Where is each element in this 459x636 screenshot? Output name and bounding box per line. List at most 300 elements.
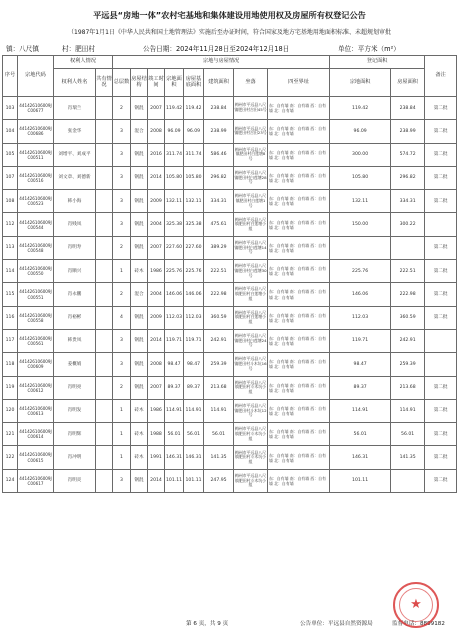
cell-co-owner	[96, 213, 113, 236]
cell-build-area: 56.01	[204, 423, 234, 446]
cell-boundary: 东：自有墙 南：自有墙 西：自有墙 北：自有墙	[268, 213, 330, 236]
cell-name: 刘增平、刘成平	[54, 143, 96, 166]
table-row	[3, 236, 457, 259]
cell-build-area: 360.59	[204, 306, 234, 329]
header-structure: 房屋结构	[131, 69, 148, 97]
cell-floors: 3	[113, 120, 131, 143]
table-row	[3, 423, 457, 446]
cell-reg-house: 296.82	[391, 166, 425, 189]
cell-remark: 第二批	[425, 190, 457, 213]
cell-code: 441426106009JC00550	[18, 260, 54, 283]
cell-land-area: 225.76	[165, 260, 184, 283]
cell-remark: 第二批	[425, 97, 457, 120]
cell-remark	[425, 329, 457, 352]
header-co-owner: 共有情况	[96, 69, 113, 97]
header-code: 宗地代码	[18, 56, 54, 97]
cell-location: 梅州市平远县八尺镇肥田村白莲塘30号	[234, 260, 268, 283]
table-row	[3, 190, 457, 213]
cell-floors: 3	[113, 329, 131, 352]
header-reg-land: 宗地面积	[330, 69, 391, 97]
cell-co-owner	[96, 260, 113, 283]
village-label: 村：肥田村	[62, 45, 95, 53]
cell-remark: 第二批	[425, 236, 457, 259]
cell-base-area: 105.80	[184, 166, 204, 189]
cell-seq: 115	[3, 283, 18, 306]
cell-build-area: 222.98	[204, 283, 234, 306]
cell-seq: 122	[3, 446, 18, 469]
cell-land-area: 119.71	[165, 329, 184, 352]
cell-base-area: 114.91	[184, 399, 204, 422]
cell-build-area: 213.68	[204, 376, 234, 399]
cell-remark: 第二批	[425, 446, 457, 469]
cell-reg-land: 119.71	[330, 329, 391, 352]
cell-boundary: 东：自有墙 南：自有墙 西：自有墙 北：自有墙	[268, 306, 330, 329]
table-row	[3, 469, 457, 492]
cell-base-area: 119.71	[184, 329, 204, 352]
cell-reg-house: 242.91	[391, 329, 425, 352]
cell-base-area: 227.60	[184, 236, 204, 259]
cell-location: 梅州市平远县八尺镇肥田村斗木坑12号	[234, 399, 268, 422]
cell-base-area: 146.06	[184, 283, 204, 306]
cell-seq: 107	[3, 166, 18, 189]
cell-floors: 4	[113, 306, 131, 329]
cell-structure: 钢混	[131, 376, 148, 399]
header-reg-house: 房屋面积	[391, 69, 425, 97]
table-row	[3, 376, 457, 399]
cell-base-area: 311.74	[184, 143, 204, 166]
cell-co-owner	[96, 329, 113, 352]
cell-remark: 第二批	[425, 260, 457, 283]
cell-location: 梅州市平远县八尺镇肥田村吉田45号	[234, 97, 268, 120]
cell-year: 2014	[148, 469, 165, 492]
cell-reg-land: 89.37	[330, 376, 391, 399]
cell-reg-house	[391, 236, 425, 259]
cell-build-area: 586.46	[204, 143, 234, 166]
cell-structure: 钢混	[131, 143, 148, 166]
cell-reg-land: 112.03	[330, 306, 391, 329]
cell-floors: 1	[113, 399, 131, 422]
cell-co-owner	[96, 190, 113, 213]
cell-remark: 第二批	[425, 469, 457, 492]
cell-seq: 118	[3, 353, 18, 376]
cell-remark	[425, 213, 457, 236]
cell-name: 肖裕彬	[54, 306, 96, 329]
cell-year: 2014	[148, 166, 165, 189]
cell-location: 梅州市平远县八尺镇肥田村白莲塘小组	[234, 213, 268, 236]
header-seq: 序号	[3, 56, 18, 97]
cell-location: 梅州市平远县八尺镇肥田村白莲塘8号	[234, 143, 268, 166]
cell-reg-house: 141.35	[391, 446, 425, 469]
cell-reg-house: 300.22	[391, 213, 425, 236]
cell-year: 2007	[148, 97, 165, 120]
cell-location: 梅州市平远县八尺镇肥田村斗木坑小组	[234, 376, 268, 399]
header-land-area: 宗地面积	[165, 69, 184, 97]
header-base-area: 房屋基底面积	[184, 69, 204, 97]
cell-land-area: 146.31	[165, 446, 184, 469]
cell-co-owner	[96, 423, 113, 446]
cell-land-area: 89.37	[165, 376, 184, 399]
cell-reg-land: 101.11	[330, 469, 391, 492]
cell-structure: 砖木	[131, 260, 148, 283]
cell-code: 441426106009JC00677	[18, 97, 54, 120]
cell-code: 441426106009JC00558	[18, 306, 54, 329]
table-row	[3, 283, 457, 306]
cell-structure: 钢混	[131, 97, 148, 120]
cell-seq: 108	[3, 190, 18, 213]
cell-reg-land: 96.09	[330, 120, 391, 143]
cell-year: 2007	[148, 376, 165, 399]
cell-reg-land: 56.01	[330, 423, 391, 446]
cell-name: 肖明辉	[54, 423, 96, 446]
cell-code: 441426106009JC00511	[18, 143, 54, 166]
cell-base-area: 56.01	[184, 423, 204, 446]
cell-name: 肖冲明	[54, 446, 96, 469]
cell-build-area: 475.61	[204, 213, 234, 236]
cell-build-area: 259.39	[204, 353, 234, 376]
cell-structure: 钢混	[131, 166, 148, 189]
cell-floors: 3	[113, 190, 131, 213]
cell-land-area: 311.74	[165, 143, 184, 166]
cell-co-owner	[96, 446, 113, 469]
cell-boundary: 东：自有墙 南：自有墙 西：自有墙 北：自有墙	[268, 399, 330, 422]
cell-co-owner	[96, 97, 113, 120]
cell-name: 肖永鹏	[54, 283, 96, 306]
cell-reg-house: 360.59	[391, 306, 425, 329]
table-row	[3, 213, 457, 236]
cell-co-owner	[96, 399, 113, 422]
cell-code: 441426106009JC00523	[18, 190, 54, 213]
cell-base-area: 119.42	[184, 97, 204, 120]
cell-reg-land: 300.00	[330, 143, 391, 166]
cell-seq: 121	[3, 423, 18, 446]
cell-name: 肖明发	[54, 399, 96, 422]
cell-co-owner	[96, 166, 113, 189]
cell-boundary: 东：自有墙 南：自有墙 西：自有墙 北：自有墙	[268, 329, 330, 352]
page-number: 第 6 页，共 9 页	[186, 621, 229, 627]
official-seal	[393, 582, 439, 628]
cell-reg-land: 105.80	[330, 166, 391, 189]
cell-land-area: 325.38	[165, 213, 184, 236]
cell-code: 441426106009JC00617	[18, 469, 54, 492]
cell-land-area: 112.03	[165, 306, 184, 329]
table-row	[3, 120, 457, 143]
cell-name: 肖明寿	[54, 236, 96, 259]
cell-structure: 混合	[131, 120, 148, 143]
cell-name: 韩小海	[54, 190, 96, 213]
cell-base-area: 112.03	[184, 306, 204, 329]
cell-land-area: 101.11	[165, 469, 184, 492]
cell-base-area: 96.09	[184, 120, 204, 143]
cell-name: 肖顺兴	[54, 260, 96, 283]
cell-year: 1986	[148, 399, 165, 422]
cell-build-area: 141.35	[204, 446, 234, 469]
table-row	[3, 306, 457, 329]
table-row	[3, 329, 457, 352]
cell-structure: 混合	[131, 283, 148, 306]
cell-structure: 钢混	[131, 353, 148, 376]
cell-build-area: 334.31	[204, 190, 234, 213]
cell-reg-land: 119.42	[330, 97, 391, 120]
cell-name: 姜概娟	[54, 353, 96, 376]
cell-location: 梅州市平远县八尺镇肥田村白莲塘24号	[234, 329, 268, 352]
cell-floors: 2	[113, 376, 131, 399]
cell-location: 梅州市平远县八尺镇肥田村吉田23号	[234, 120, 268, 143]
cell-year: 1986	[148, 260, 165, 283]
cell-year: 2008	[148, 353, 165, 376]
cell-boundary: 东：自有墙 南：自有墙 西：自有墙 北：自有墙	[268, 120, 330, 143]
cell-structure: 砖木	[131, 399, 148, 422]
header-land-house: 宗地与房屋情况	[113, 56, 330, 69]
cell-structure: 钢混	[131, 236, 148, 259]
cell-reg-house: 213.68	[391, 376, 425, 399]
cell-land-area: 132.11	[165, 190, 184, 213]
cell-location: 梅州市平远县八尺镇肥田村白莲塘14号	[234, 236, 268, 259]
cell-remark: 第二批	[425, 143, 457, 166]
cell-co-owner	[96, 236, 113, 259]
cell-remark: 第二批	[425, 120, 457, 143]
cell-build-area: 242.91	[204, 329, 234, 352]
cell-seq: 104	[3, 120, 18, 143]
cell-reg-house	[391, 469, 425, 492]
page-subtitle: （1987年1月1日《中华人民共和国土地管理法》实施后至办证时间，符合国家及地方宅基地用地面积标准、未超规划审批	[68, 29, 391, 36]
cell-co-owner	[96, 306, 113, 329]
cell-code: 441426106009JC00548	[18, 236, 54, 259]
cell-boundary: 东：自有墙 南：自有墙 西：自有墙 北：自有墙	[268, 166, 330, 189]
cell-structure: 砖木	[131, 423, 148, 446]
cell-reg-land: 132.11	[330, 190, 391, 213]
cell-reg-house: 222.98	[391, 283, 425, 306]
cell-seq: 103	[3, 97, 18, 120]
cell-reg-house: 238.84	[391, 97, 425, 120]
cell-boundary: 东：自有墙 南：自有墙 西：自有墙 北：自有墙	[268, 143, 330, 166]
cell-seq: 112	[3, 213, 18, 236]
cell-year: 2009	[148, 190, 165, 213]
cell-remark	[425, 353, 457, 376]
cell-name: 肖瑞兰	[54, 97, 96, 120]
cell-seq: 120	[3, 399, 18, 422]
cell-seq: 105	[3, 143, 18, 166]
cell-floors: 3	[113, 166, 131, 189]
cell-name: 肖贱凤	[54, 213, 96, 236]
cell-year: 2008	[148, 120, 165, 143]
cell-location: 梅州市平远县八尺镇肥田村斗木坑小组	[234, 469, 268, 492]
cell-name: 张金华	[54, 120, 96, 143]
cell-reg-land: 146.06	[330, 283, 391, 306]
cell-land-area: 56.01	[165, 423, 184, 446]
cell-base-area: 132.11	[184, 190, 204, 213]
cell-co-owner	[96, 143, 113, 166]
table-row	[3, 97, 457, 120]
cell-base-area: 146.31	[184, 446, 204, 469]
table-row	[3, 166, 457, 189]
cell-floors: 3	[113, 143, 131, 166]
header-year: 竣工时间	[148, 69, 165, 97]
cell-code: 441426106009JC00613	[18, 399, 54, 422]
cell-boundary: 东：自有墙 南：自有墙 西：自有墙 北：自有墙	[268, 260, 330, 283]
cell-boundary: 东：自有墙 南：自有墙 西：自有墙 北：自有墙	[268, 446, 330, 469]
cell-boundary: 东：自有墙 南：自有墙 西：自有墙 北：自有墙	[268, 283, 330, 306]
issuer-label: 公告单位：平远县自然资源局	[300, 621, 373, 627]
cell-boundary: 东：自有墙 南：自有墙 西：自有墙 北：自有墙	[268, 190, 330, 213]
cell-floors: 1	[113, 260, 131, 283]
cell-code: 441426106009JC00686	[18, 120, 54, 143]
cell-seq: 124	[3, 469, 18, 492]
cell-remark: 第二批	[425, 399, 457, 422]
cell-year: 2007	[148, 236, 165, 259]
cell-build-area: 247.95	[204, 469, 234, 492]
cell-location: 梅州市平远县八尺镇肥田村白莲塘小组	[234, 283, 268, 306]
cell-co-owner	[96, 376, 113, 399]
cell-boundary: 东：自有墙 南：自有墙 西：自有墙 北：自有墙	[268, 376, 330, 399]
cell-boundary: 东：自有墙 南：自有墙 西：自有墙 北：自有墙	[268, 353, 330, 376]
cell-name: 韩贵凤	[54, 329, 96, 352]
cell-build-area: 389.29	[204, 236, 234, 259]
header-name: 权利人姓名	[54, 69, 96, 97]
unit-label: 单位：平方米（m²）	[338, 45, 400, 53]
cell-code: 441426106009JC00609	[18, 353, 54, 376]
cell-build-area: 222.51	[204, 260, 234, 283]
cell-build-area: 114.91	[204, 399, 234, 422]
cell-base-area: 225.76	[184, 260, 204, 283]
cell-land-area: 96.09	[165, 120, 184, 143]
table-row	[3, 143, 457, 166]
cell-location: 梅州市平远县八尺镇肥田村白莲塘小组	[234, 306, 268, 329]
cell-boundary: 东：自有墙 南：自有墙 西：自有墙 北：自有墙	[268, 469, 330, 492]
star-icon: ★	[410, 597, 422, 612]
cell-floors: 3	[113, 213, 131, 236]
cell-year: 1988	[148, 423, 165, 446]
cell-floors: 3	[113, 353, 131, 376]
page-title: 平远县“房地一体”农村宅基地和集体建设用地使用权及房屋所有权登记公告	[93, 10, 366, 20]
cell-remark: 第二批	[425, 166, 457, 189]
cell-remark: 第二批	[425, 423, 457, 446]
cell-land-area: 105.80	[165, 166, 184, 189]
cell-seq: 113	[3, 236, 18, 259]
phone-label: 监督电话：8899182	[392, 621, 445, 627]
cell-reg-house: 259.39	[391, 353, 425, 376]
cell-reg-house: 238.99	[391, 120, 425, 143]
cell-code: 441426106009JC00612	[18, 376, 54, 399]
town-label: 镇：八尺镇	[6, 45, 39, 53]
announcement-period: 公告日期：2024年11月28日至2024年12月18日	[143, 45, 290, 53]
cell-floors: 2	[113, 236, 131, 259]
cell-remark: 第二批	[425, 306, 457, 329]
cell-floors: 1	[113, 446, 131, 469]
cell-year: 2004	[148, 283, 165, 306]
cell-seq: 117	[3, 329, 18, 352]
cell-reg-house: 334.31	[391, 190, 425, 213]
cell-reg-land: 98.47	[330, 353, 391, 376]
cell-location: 梅州市平远县八尺镇肥田村斗木坑16号	[234, 353, 268, 376]
cell-code: 441426106009JC00551	[18, 283, 54, 306]
cell-boundary: 东：自有墙 南：自有墙 西：自有墙 北：自有墙	[268, 97, 330, 120]
cell-year: 2016	[148, 143, 165, 166]
cell-reg-land: 114.91	[330, 399, 391, 422]
cell-code: 441426106009JC00544	[18, 213, 54, 236]
cell-year: 2009	[148, 306, 165, 329]
header-location: 坐落	[234, 69, 268, 97]
cell-seq: 114	[3, 260, 18, 283]
table-row	[3, 446, 457, 469]
cell-base-area: 101.11	[184, 469, 204, 492]
cell-seq: 119	[3, 376, 18, 399]
cell-year: 2004	[148, 213, 165, 236]
table-row	[3, 399, 457, 422]
cell-remark: 第二批	[425, 376, 457, 399]
cell-remark: 第二批	[425, 283, 457, 306]
cell-location: 梅州市平远县八尺镇肥田村斗木坑小组	[234, 423, 268, 446]
cell-co-owner	[96, 120, 113, 143]
cell-land-area: 227.60	[165, 236, 184, 259]
cell-floors: 3	[113, 469, 131, 492]
cell-year: 2014	[148, 329, 165, 352]
cell-reg-land	[330, 236, 391, 259]
cell-location: 梅州市平远县八尺镇肥田村斗木坑小组	[234, 446, 268, 469]
cell-floors: 2	[113, 283, 131, 306]
cell-name: 肖明亮	[54, 376, 96, 399]
cell-location: 梅州市平远县八尺镇肥田村白莲塘28号	[234, 166, 268, 189]
cell-boundary: 东：自有墙 南：自有墙 西：自有墙 北：自有墙	[268, 423, 330, 446]
cell-reg-land: 150.00	[330, 213, 391, 236]
cell-floors: 2	[113, 97, 131, 120]
table-row	[3, 260, 457, 283]
cell-code: 441426106009JC00614	[18, 423, 54, 446]
header-reg-area: 登记面积	[330, 56, 425, 69]
cell-build-area: 296.82	[204, 166, 234, 189]
cell-land-area: 114.91	[165, 399, 184, 422]
registration-table	[2, 55, 457, 493]
cell-name: 刘文章、刘德新	[54, 166, 96, 189]
cell-base-area: 89.37	[184, 376, 204, 399]
cell-seq: 116	[3, 306, 18, 329]
cell-year: 1991	[148, 446, 165, 469]
cell-structure: 钢混	[131, 306, 148, 329]
cell-co-owner	[96, 283, 113, 306]
cell-structure: 钢混	[131, 213, 148, 236]
table-body	[3, 97, 457, 493]
cell-location: 梅州市平远县八尺镇肥田村白莲塘1号	[234, 190, 268, 213]
cell-reg-house: 222.51	[391, 260, 425, 283]
cell-reg-land: 146.31	[330, 446, 391, 469]
cell-land-area: 146.06	[165, 283, 184, 306]
cell-structure: 钢混	[131, 469, 148, 492]
cell-reg-house: 56.01	[391, 423, 425, 446]
cell-land-area: 119.42	[165, 97, 184, 120]
cell-base-area: 325.38	[184, 213, 204, 236]
cell-structure: 钢混	[131, 329, 148, 352]
cell-code: 441426106009JC00615	[18, 446, 54, 469]
table-row	[3, 353, 457, 376]
cell-reg-land: 225.76	[330, 260, 391, 283]
header-boundary: 四至界址	[268, 69, 330, 97]
cell-name: 肖明炎	[54, 469, 96, 492]
cell-floors: 1	[113, 423, 131, 446]
header-floors: 总层数	[113, 69, 131, 97]
cell-land-area: 98.47	[165, 353, 184, 376]
cell-co-owner	[96, 469, 113, 492]
cell-build-area: 238.84	[204, 97, 234, 120]
cell-base-area: 98.47	[184, 353, 204, 376]
header-build-area: 建筑面积	[204, 69, 234, 97]
cell-code: 441426106009JC00561	[18, 329, 54, 352]
cell-structure: 砖木	[131, 446, 148, 469]
cell-structure: 钢混	[131, 190, 148, 213]
cell-build-area: 238.99	[204, 120, 234, 143]
cell-code: 441426106009JC00516	[18, 166, 54, 189]
cell-reg-house: 114.91	[391, 399, 425, 422]
header-remark: 备注	[425, 56, 457, 97]
cell-reg-house: 574.72	[391, 143, 425, 166]
